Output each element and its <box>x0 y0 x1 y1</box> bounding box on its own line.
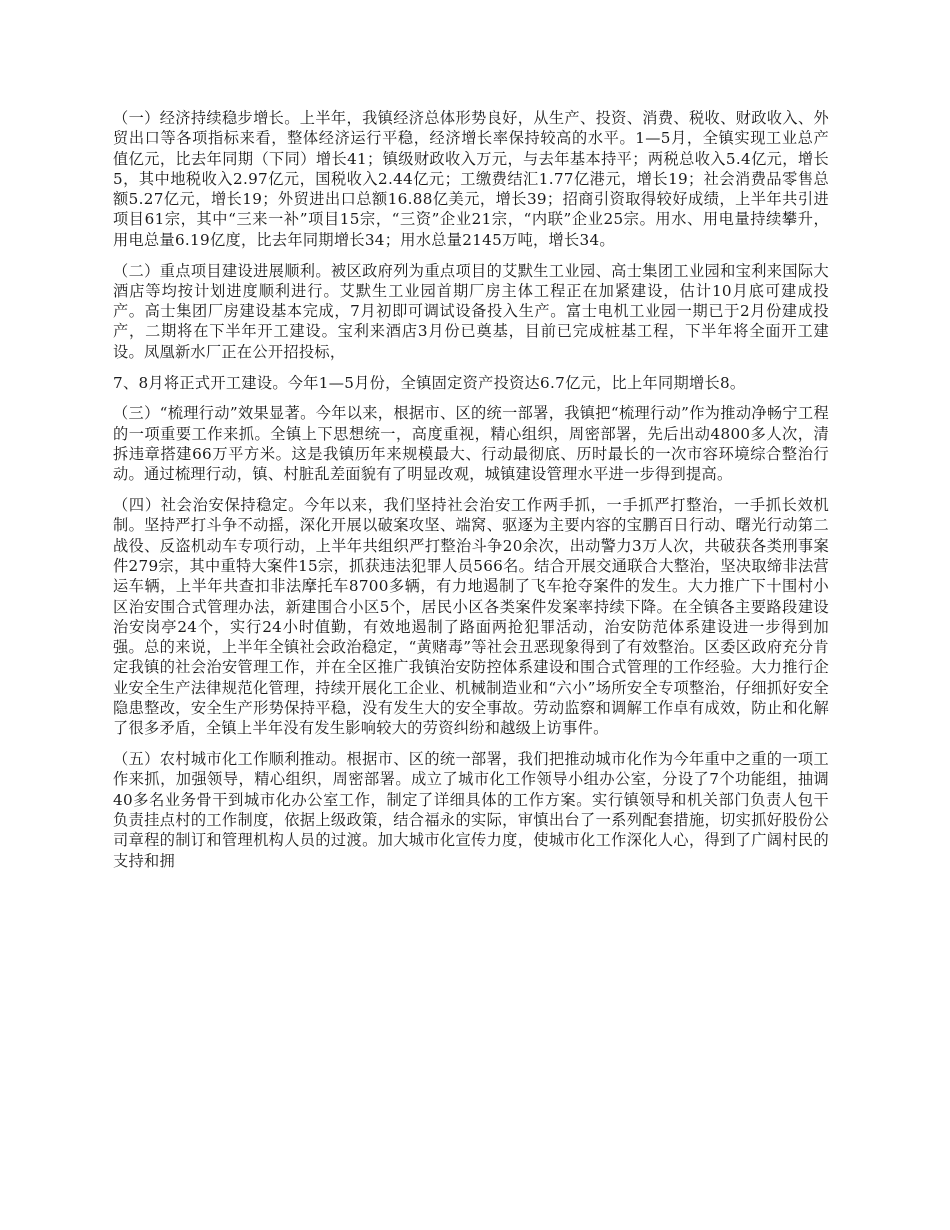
paragraph-cleanup-action: （三）“梳理行动”效果显著。今年以来，根据市、区的统一部署，我镇把“梳理行动”作为推动净畅宁工程的一项重要工作来抓。全镇上下思想统一，高度重视，精心组织，周密部署，先后出动4800多人次，清拆违章搭建66万平方米。这是我镇历年来规模最大、行动最彻底、历时最长的一次市容环境综合整治行动。通过梳理行动，镇、村脏乱差面貌有了明显改观，城镇建设管理水平进一步得到提高。 <box>113 404 829 484</box>
paragraph-economy: （一）经济持续稳步增长。上半年，我镇经济总体形势良好，从生产、投资、消费、税收、财政收入、外贸出口等各项指标来看，整体经济运行平稳，经济增长率保持较高的水平。1—5月，全镇实现工业总产值亿元，比去年同期（下同）增长41；镇级财政收入万元，与去年基本持平；两税总收入5.4亿元，增长5，其中地税收入2.97亿元，国税收入2.44亿元；工缴费结汇1.77亿港元，增长19；社会消费品零售总额5.27亿元，增长19；外贸进出口总额16.88亿美元，增长39；招商引资取得较好成绩，上半年共引进项目61宗，其中“三来一补”项目15宗，“三资”企业21宗，“内联”企业25宗。用水、用电量持续攀升，用电总量6.19亿度，比去年同期增长34；用水总量2145万吨，增长34。 <box>113 109 829 249</box>
paragraph-urbanization: （五）农村城市化工作顺利推动。根据市、区的统一部署，我们把推动城市化作为今年重中之重的一项工作来抓，加强领导，精心组织，周密部署。成立了城市化工作领导小组办公室，分设了7个功能组，抽调40多名业务骨干到城市化办公室工作，制定了详细具体的工作方案。实行镇领导和机关部门负责人包干负责挂点村的工作制度，依据上级政策，结合福永的实际，审慎出台了一系列配套措施，切实抓好股份公司章程的制订和管理机构人员的过渡。加大城市化宣传力度，使城市化工作深化人心，得到了广阔村民的支持和拥 <box>113 750 829 870</box>
paragraph-key-projects: （二）重点项目建设进展顺利。被区政府列为重点项目的艾默生工业园、高士集团工业园和宝利来国际大酒店等均按计划进度顺利进行。艾默生工业园首期厂房主体工程正在加紧建设，估计10月底可建成投产。高士集团厂房建设基本完成，7月初即可调试设备投入生产。富士电机工业园一期已于2月份建成投产，二期将在下半年开工建设。宝利来酒店3月份已奠基，目前已完成桩基工程，下半年将全面开工建设。凤凰新水厂正在公开招投标， <box>113 261 829 361</box>
document-body <box>113 108 829 881</box>
paragraph-fixed-asset-investment: 7、8月将正式开工建设。今年1—5月份，全镇固定资产投资达6.7亿元，比上年同期增长8。 <box>113 373 746 392</box>
paragraph-public-security: （四）社会治安保持稳定。今年以来，我们坚持社会治安工作两手抓，一手抓严打整治，一手抓长效机制。坚持严打斗争不动摇，深化开展以破案攻坚、端窝、驱逐为主要内容的宝鹏百日行动、曙光行动第二战役、反盗机动车专项行动，上半年共组织严打整治斗争20余次，出动警力3万人次，共破获各类刑事案件279宗，其中重特大案件15宗，抓获违法犯罪人员566名。结合开展交通联合大整治，坚决取缔非法营运车辆，上半年共查扣非法摩托车8700多辆，有力地遏制了飞车抢夺案件的发生。大力推广下十围村小区治安围合式管理办法，新建围合小区5个，居民小区各类案件发案率持续下降。在全镇各主要路段建设治安岗亭24个，实行24小时值勤，有效地遏制了路面两抢犯罪活动，治安防范体系建设进一步得到加强。总的来说，上半年全镇社会政治稳定，“黄赌毒”等社会丑恶现象得到了有效整治。区委区政府充分肯定我镇的社会治安管理工作，并在全区推广我镇治安防控体系建设和围合式管理的工作经验。大力推行企业安全生产法律规范化管理，持续开展化工企业、机械制造业和“六小”场所安全专项整治，仔细抓好安全隐患整改，安全生产形势保持平稳，没有发生大的安全事故。劳动监察和调解工作卓有成效，防止和化解了很多矛盾，全镇上半年没有发生影响较大的劳资纠纷和越级上访事件。 <box>113 496 829 738</box>
